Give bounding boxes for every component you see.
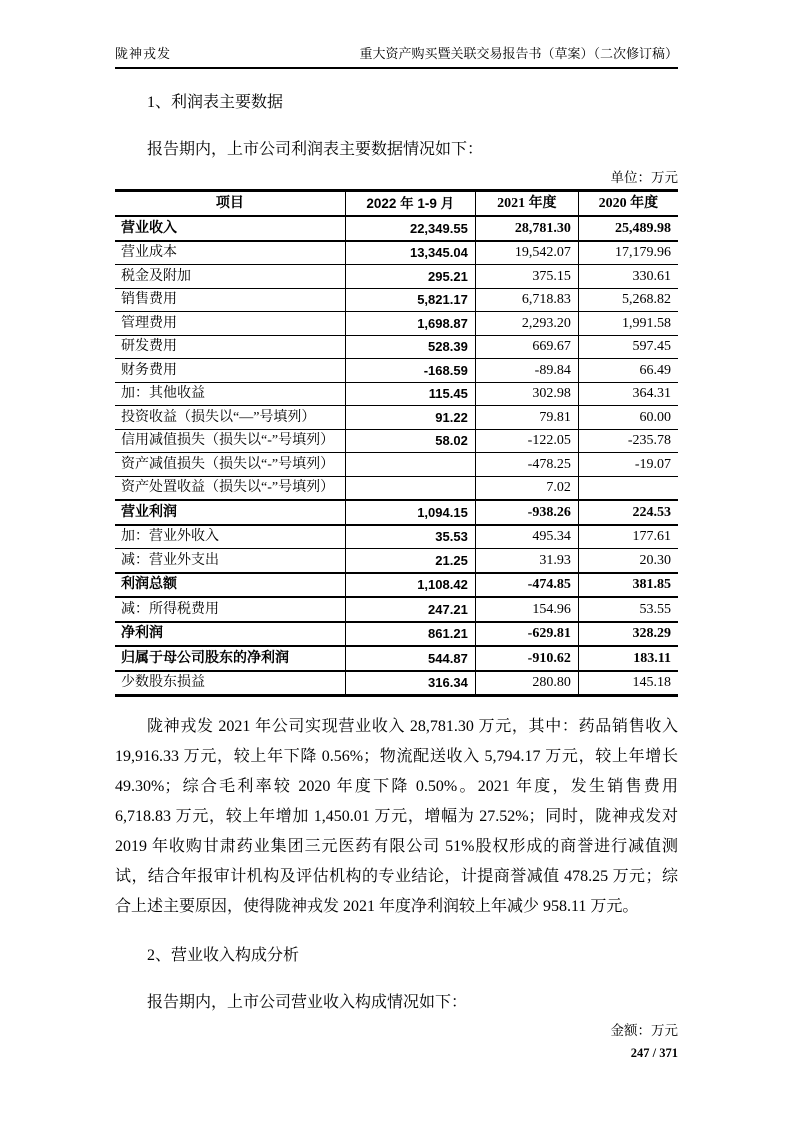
item-cell: 税金及附加 [115, 265, 345, 289]
amount-note: 金额：万元 [610, 1023, 678, 1038]
value-cell-v2021: 669.67 [475, 335, 578, 359]
value-cell-v2021: 2,293.20 [475, 312, 578, 336]
income-statement-table [115, 189, 678, 697]
value-cell-v2022: 316.34 [345, 671, 475, 696]
value-cell-v2021: 7.02 [475, 476, 578, 500]
table-row [115, 288, 678, 312]
table-row [115, 549, 678, 573]
column-header-2020: 2020 年度 [578, 191, 678, 217]
value-cell-v2020: 60.00 [578, 406, 678, 430]
section-2-heading: 2、营业收入构成分析 [147, 947, 300, 964]
table-row [115, 382, 678, 406]
item-cell: 利润总额 [115, 573, 345, 598]
value-cell-v2021: -89.84 [475, 359, 578, 383]
value-cell-v2022: 35.53 [345, 525, 475, 549]
table-row [115, 241, 678, 265]
value-cell-v2021: 79.81 [475, 406, 578, 430]
value-cell-v2021: 375.15 [475, 265, 578, 289]
value-cell-v2021: 154.96 [475, 597, 578, 622]
item-cell: 减：所得税费用 [115, 597, 345, 622]
item-cell: 减：营业外支出 [115, 549, 345, 573]
value-cell-v2020: 17,179.96 [578, 241, 678, 265]
value-cell-v2022: 115.45 [345, 382, 475, 406]
value-cell-v2021: -938.26 [475, 500, 578, 525]
value-cell-v2021: 31.93 [475, 549, 578, 573]
item-cell: 财务费用 [115, 359, 345, 383]
value-cell-v2020: 53.55 [578, 597, 678, 622]
item-cell: 资产减值损失（损失以“-”号填列） [115, 453, 345, 477]
item-cell: 研发费用 [115, 335, 345, 359]
table-row [115, 646, 678, 671]
value-cell-v2021: 19,542.07 [475, 241, 578, 265]
header-report-title: 重大资产购买暨关联交易报告书（草案）（二次修订稿） [359, 46, 678, 61]
section-2-intro: 报告期内，上市公司营业收入构成情况如下： [147, 994, 468, 1011]
value-cell-v2020: -235.78 [578, 429, 678, 453]
value-cell-v2020: 1,991.58 [578, 312, 678, 336]
item-cell: 营业成本 [115, 241, 345, 265]
section-1-intro: 报告期内，上市公司利润表主要数据情况如下： [147, 141, 484, 158]
value-cell-v2022: 22,349.55 [345, 216, 475, 241]
value-cell-v2022: 247.21 [345, 597, 475, 622]
table-row [115, 312, 678, 336]
item-cell: 加：其他收益 [115, 382, 345, 406]
item-cell: 净利润 [115, 622, 345, 647]
value-cell-v2021: -910.62 [475, 646, 578, 671]
table-row [115, 359, 678, 383]
page-number: 247 / 371 [630, 1046, 678, 1060]
table-row [115, 525, 678, 549]
value-cell-v2021: 280.80 [475, 671, 578, 696]
table-row [115, 500, 678, 525]
value-cell-v2021: -629.81 [475, 622, 578, 647]
value-cell-v2022: 21.25 [345, 549, 475, 573]
item-cell: 投资收益（损失以“—”号填列） [115, 406, 345, 430]
table-row [115, 406, 678, 430]
header-company-name: 陇神戎发 [115, 46, 172, 61]
value-cell-v2022: 13,345.04 [345, 241, 475, 265]
item-cell: 营业利润 [115, 500, 345, 525]
table-row [115, 597, 678, 622]
table-row [115, 622, 678, 647]
value-cell-v2021: 495.34 [475, 525, 578, 549]
value-cell-v2022: 1,094.15 [345, 500, 475, 525]
value-cell-v2020: 20.30 [578, 549, 678, 573]
value-cell-v2020: 177.61 [578, 525, 678, 549]
unit-note: 单位：万元 [610, 170, 678, 185]
value-cell-v2020: -19.07 [578, 453, 678, 477]
item-cell: 信用减值损失（损失以“-”号填列） [115, 429, 345, 453]
value-cell-v2021: 28,781.30 [475, 216, 578, 241]
table-row [115, 453, 678, 477]
value-cell-v2020: 330.61 [578, 265, 678, 289]
column-header-2021: 2021 年度 [475, 191, 578, 217]
value-cell-v2020: 66.49 [578, 359, 678, 383]
item-cell: 加：营业外收入 [115, 525, 345, 549]
value-cell-v2020 [578, 476, 678, 500]
value-cell-v2020: 597.45 [578, 335, 678, 359]
income-statement-table-body [115, 216, 678, 696]
value-cell-v2022 [345, 476, 475, 500]
income-statement-table-head [115, 191, 678, 217]
value-cell-v2022: 5,821.17 [345, 288, 475, 312]
value-cell-v2021: -478.25 [475, 453, 578, 477]
table-row [115, 265, 678, 289]
item-cell: 营业收入 [115, 216, 345, 241]
table-row [115, 216, 678, 241]
value-cell-v2022: 58.02 [345, 429, 475, 453]
table-row [115, 476, 678, 500]
page-header [115, 46, 678, 69]
column-header-2022: 2022 年 1-9 月 [345, 191, 475, 217]
value-cell-v2022: 1,698.87 [345, 312, 475, 336]
analysis-paragraph: 陇神戎发 2021 年公司实现营业收入 28,781.30 万元，其中：药品销售收入 19,916.33 万元，较上年下降 0.56%；物流配送收入 5,794.17 万元，较上年增长 49.30%；综合毛利率较 2020 年度下降 0.50%。2021 年度，发生销售费用 6,718.83 万元，较上年增加 1,450.01 万元，增幅为 27.52%；同时，陇神戎发对 2019 年收购甘肃药业集团三元医药有限公司 51%股权形成的商誉进行减值测试，结合年报审计机构及评估机构的专业结论，计提商誉减值 478.25 万元；综合上述主要原因，使得陇神戎发 2021 年度净利润较上年减少 958.11 万元。 [115, 718, 678, 915]
table-row [115, 335, 678, 359]
value-cell-v2020: 145.18 [578, 671, 678, 696]
value-cell-v2021: -474.85 [475, 573, 578, 598]
value-cell-v2020: 364.31 [578, 382, 678, 406]
value-cell-v2022: 295.21 [345, 265, 475, 289]
table-header-row [115, 191, 678, 217]
value-cell-v2020: 381.85 [578, 573, 678, 598]
item-cell: 资产处置收益（损失以“-”号填列） [115, 476, 345, 500]
section-1-heading: 1、利润表主要数据 [147, 94, 284, 111]
value-cell-v2020: 25,489.98 [578, 216, 678, 241]
value-cell-v2022: 544.87 [345, 646, 475, 671]
table-row [115, 573, 678, 598]
item-cell: 管理费用 [115, 312, 345, 336]
value-cell-v2020: 328.29 [578, 622, 678, 647]
value-cell-v2020: 5,268.82 [578, 288, 678, 312]
item-cell: 归属于母公司股东的净利润 [115, 646, 345, 671]
table-row [115, 671, 678, 696]
column-header-item: 项目 [115, 191, 345, 217]
item-cell: 少数股东损益 [115, 671, 345, 696]
value-cell-v2021: 6,718.83 [475, 288, 578, 312]
value-cell-v2020: 224.53 [578, 500, 678, 525]
item-cell: 销售费用 [115, 288, 345, 312]
value-cell-v2022: 861.21 [345, 622, 475, 647]
value-cell-v2022: 1,108.42 [345, 573, 475, 598]
value-cell-v2022: 528.39 [345, 335, 475, 359]
value-cell-v2020: 183.11 [578, 646, 678, 671]
value-cell-v2022: 91.22 [345, 406, 475, 430]
value-cell-v2022: -168.59 [345, 359, 475, 383]
table-row [115, 429, 678, 453]
value-cell-v2022 [345, 453, 475, 477]
value-cell-v2021: 302.98 [475, 382, 578, 406]
value-cell-v2021: -122.05 [475, 429, 578, 453]
